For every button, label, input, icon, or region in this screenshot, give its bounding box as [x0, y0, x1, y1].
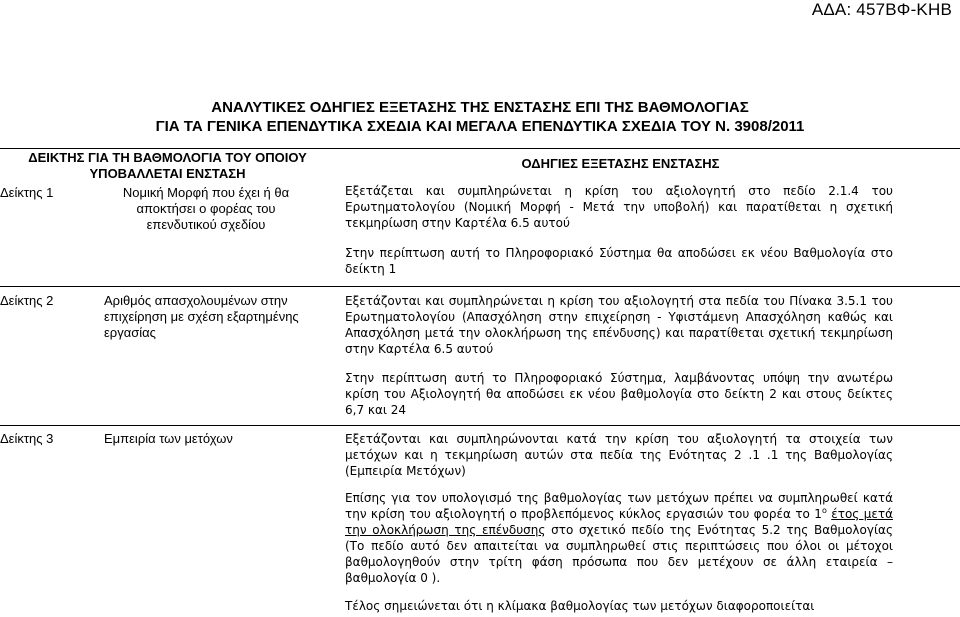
criterion-line: εργασίας — [104, 325, 156, 340]
ada-code: ΑΔΑ: 457ΒΦ-ΚΗΒ — [811, 0, 952, 19]
turnover-note-part-2: στο σχετικό πεδίο της Ενότητας 5.2 της Βαθμολογίας (Το πεδίο αυτό δεν απαιτείται να συμπληρωθεί στις περιπτώσεις που όλοι οι μέτοχοι βαθμολογηθούν στην τρίτη φάση πρόσωπα που δεν μετέχουν σε άλλη εταιρεία – βαθμολογία 0 ). — [345, 523, 893, 585]
indicator-2-instruction: Εξετάζονται και συμπληρώνεται η κρίση του αξιολογητή στα πεδία του Πίνακα 3.5.1 του Ερωτηματολογίου (Απασχόληση στην επιχείρηση - Υφιστάμενη Απασχόληση καθώς και Απασχόληση μετά την ολοκλήρωση της επένδυσης) και παρατίθεται σχετική τεκμηρίωση στην Καρτέλα 6.5 αυτού — [345, 294, 893, 356]
row-divider — [0, 286, 960, 287]
indicator-1-label: Δείκτης 1 — [0, 185, 54, 200]
column-header-indicator-line-1: ΔΕΙΚΤΗΣ ΓΙΑ ΤΗ ΒΑΘΜΟΛΟΓΙΑ ΤΟΥ ΟΠΟΙΟΥ — [28, 150, 307, 165]
indicator-3-label: Δείκτης 3 — [0, 431, 54, 446]
page-title-line-2: ΓΙΑ ΤΑ ΓΕΝΙΚΑ ΕΠΕΝΔΥΤΙΚΑ ΣΧΕΔΙΑ ΚΑΙ ΜΕΓΑΛΑ ΕΠΕΝΔΥΤΙΚΑ ΣΧΕΔΙΑ ΤΟΥ Ν. 3908/2011 — [155, 118, 805, 135]
criterion-line: επενδυτικού σχεδίου — [146, 217, 266, 232]
criterion-line: αποκτήσει ο φορέας του — [136, 201, 276, 216]
criterion-line: Νομική Μορφή που έχει ή θα — [122, 185, 290, 200]
indicator-2-outcome: Στην περίπτωση αυτή το Πληροφοριακό Σύστημα, λαμβάνοντας υπόψη την ανωτέρω κρίση του Αξιολογητή θα αποδώσει εκ νέου βαθμολογία στο δείκτη 2 και στους δείκτες 6,7 και 24 — [345, 371, 893, 417]
indicator-1-outcome: Στην περίπτωση αυτή το Πληροφοριακό Σύστημα θα αποδώσει εκ νέου Βαθμολογία στο δείκτη 1 — [345, 246, 893, 276]
table-top-rule — [0, 148, 960, 149]
page-title-line-1: ΑΝΑΛΥΤΙΚΕΣ ΟΔΗΓΙΕΣ ΕΞΕΤΑΣΗΣ ΤΗΣ ΕΝΣΤΑΣΗΣ ΕΠΙ ΤΗΣ ΒΑΘΜΟΛΟΓΙΑΣ — [211, 99, 749, 116]
indicator-1-instruction: Εξετάζεται και συμπληρώνεται η κρίση του αξιολογητή στο πεδίο 2.1.4 του Ερωτηματολογίου (Νομική Μορφή - Μετά την υποβολή) και παρατίθεται η σχετική τεκμηρίωση στην Καρτέλα 6.5 αυτού — [345, 184, 893, 230]
indicator-1-criterion — [96, 185, 316, 233]
indicator-3-turnover-note — [345, 490, 893, 586]
column-header-indicator-line-2: ΥΠΟΒΑΛΛΕΤΑΙ ΕΝΣΤΑΣΗ — [89, 166, 246, 181]
row-divider — [0, 425, 960, 426]
criterion-line: Αριθμός απασχολουμένων στην — [104, 293, 288, 308]
indicator-2-label: Δείκτης 2 — [0, 293, 54, 308]
turnover-note-part-1: Επίσης για τον υπολογισμό της βαθμολογίας των μετόχων πρέπει να συμπληρωθεί κατά την κρίση του αξιολογητή ο προβλεπόμενος κύκλος εργασιών του φορέα το 1 — [345, 491, 893, 521]
ordinal-superscript: ο — [821, 506, 827, 515]
indicator-2-criterion — [104, 293, 334, 341]
criterion-line: επιχείρηση με σχέση εξαρτημένης — [104, 309, 299, 324]
column-header-instructions: ΟΔΗΓΙΕΣ ΕΞΕΤΑΣΗΣ ΕΝΣΤΑΣΗΣ — [521, 156, 720, 171]
indicator-3-instruction: Εξετάζονται και συμπληρώνονται κατά την κρίση του αξιολογητή τα στοιχεία των μετόχων και η τεκμηρίωση αυτών στα πεδία της Ενότητας 2 .1 .1 της Βαθμολογίας (Εμπειρία Μετόχων) — [345, 432, 893, 478]
indicator-3-scale-note: Τέλος σημειώνεται ότι η κλίμακα βαθμολογίας των μετόχων διαφοροποιείται — [345, 599, 815, 613]
turnover-note-underlined: έτος μετά την ολοκλήρωση της επένδυσης — [345, 507, 893, 537]
column-header-indicator — [0, 150, 335, 182]
indicator-3-criterion: Εμπειρία των μετόχων — [104, 431, 233, 446]
